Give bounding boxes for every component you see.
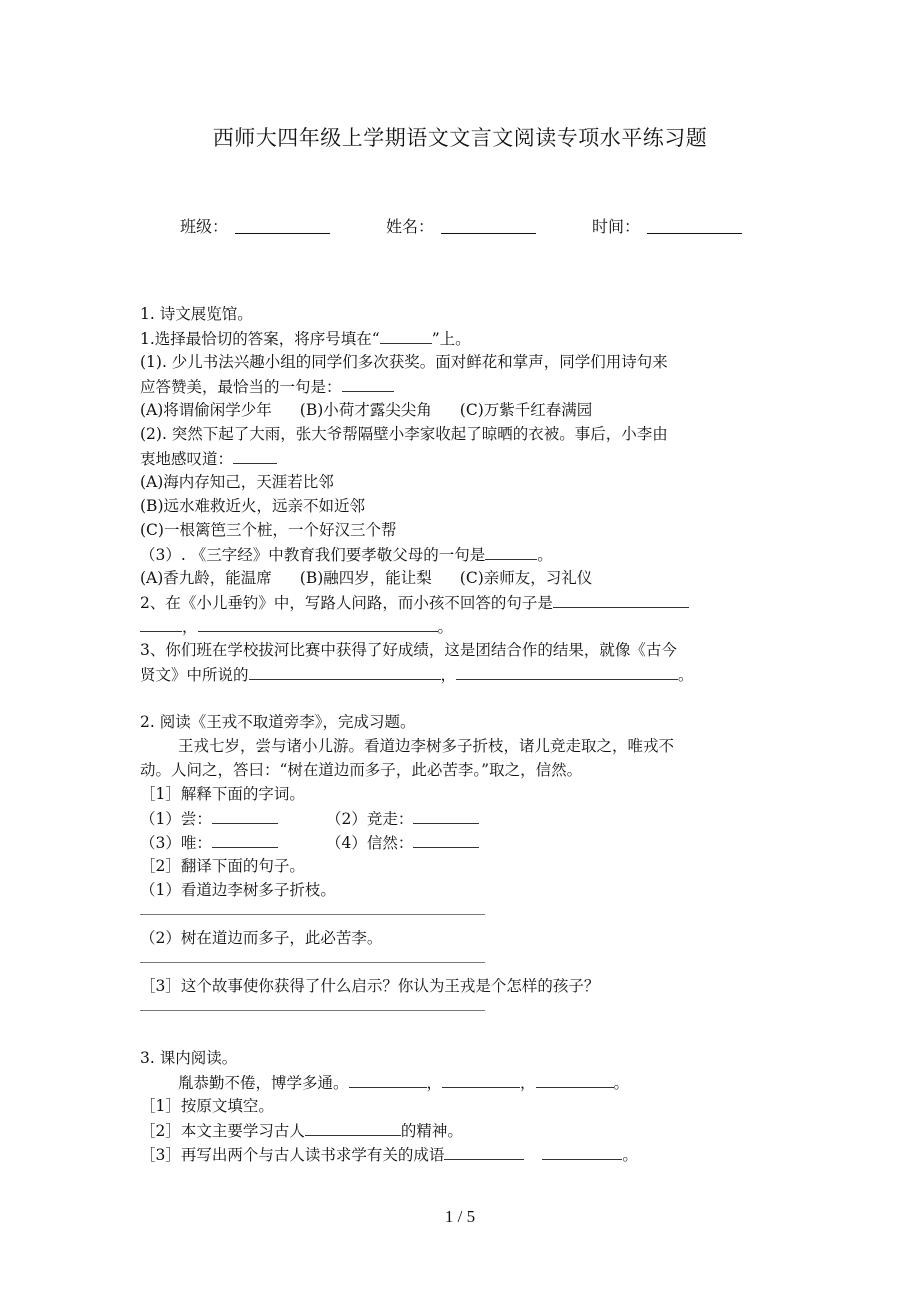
word-3-blank[interactable] bbox=[212, 830, 278, 848]
word-row-2 bbox=[140, 830, 780, 854]
passage-blank-1[interactable] bbox=[349, 1070, 427, 1088]
sub3-end: 。 bbox=[622, 1146, 638, 1164]
worksheet-content bbox=[140, 302, 780, 1166]
option-c: (C)万紫千红春满园 bbox=[459, 401, 593, 419]
translate-2: （2）树在道边而多子，此必苦李。 bbox=[140, 929, 383, 947]
q3-line1: 3、你们班在学校拔河比赛中获得了好成绩，这是团结合作的结果，就像《古今 bbox=[140, 641, 677, 659]
time-field[interactable] bbox=[647, 233, 742, 234]
passage-blank-3[interactable] bbox=[536, 1070, 614, 1088]
time-label: 时间： bbox=[592, 217, 641, 236]
section3-passage bbox=[140, 1070, 780, 1094]
sub-question-3-answer-line[interactable] bbox=[140, 1010, 485, 1011]
q1-3-line bbox=[140, 542, 780, 566]
passage-line1: 王戎七岁，尝与诸小儿游。看道边李树多子折枝，诸儿竞走取之，唯戎不 bbox=[178, 737, 675, 755]
q3-blank-1[interactable] bbox=[249, 662, 441, 680]
word-2-label: （2）竞走： bbox=[326, 810, 414, 828]
class-label: 班级： bbox=[180, 217, 229, 236]
page-number: 1 / 5 bbox=[444, 1207, 476, 1226]
q1-2-option-a: (A)海内存知己，天涯若比邻 bbox=[140, 473, 334, 491]
word-2-blank[interactable] bbox=[413, 806, 479, 824]
q1-2-line2-text: 衷地感叹道： bbox=[140, 450, 234, 468]
option-a: (A)将谓偷闲学少年 bbox=[140, 401, 272, 419]
q1-2-blank[interactable] bbox=[233, 446, 277, 464]
q1-1-blank[interactable] bbox=[342, 374, 394, 392]
sub2-blank[interactable] bbox=[305, 1118, 401, 1136]
q1-3-text: （3）. 《三字经》中教育我们要孝敬父母的一句是 bbox=[140, 546, 486, 564]
q3-end: 。 bbox=[678, 666, 694, 684]
option-c: (C)亲师友，习礼仪 bbox=[459, 569, 593, 587]
q3-text: 贤文》中所说的 bbox=[140, 666, 249, 684]
q1-intro-text: 1.选择最恰切的答案，将序号填在“ bbox=[140, 330, 380, 348]
section3-heading: 3. 课内阅读。 bbox=[140, 1049, 238, 1067]
word-1-label: （1）尝： bbox=[140, 810, 212, 828]
period: 。 bbox=[613, 1074, 630, 1092]
q2-blank-1a[interactable] bbox=[553, 590, 689, 608]
q1-2-line2 bbox=[140, 446, 780, 470]
word-1-blank[interactable] bbox=[212, 806, 278, 824]
option-b: (B)融四岁，能让梨 bbox=[299, 569, 432, 587]
comma: ， bbox=[520, 1074, 536, 1092]
word-4-label: （4）信然： bbox=[326, 834, 414, 852]
sub2-text: ［2］本文主要学习古人 bbox=[140, 1122, 305, 1140]
q2-blank-2[interactable] bbox=[198, 614, 438, 632]
q3-blank-2[interactable] bbox=[456, 662, 678, 680]
sub3-text: ［3］再写出两个与古人读书求学有关的成语 bbox=[140, 1146, 445, 1164]
q3-comma: ， bbox=[440, 666, 457, 684]
sub-question-1: ［1］解释下面的字词。 bbox=[140, 785, 305, 803]
translate-1: （1）看道边李树多子折枝。 bbox=[140, 881, 336, 899]
word-4-blank[interactable] bbox=[413, 830, 479, 848]
sub-question-2: ［2］翻译下面的句子。 bbox=[140, 857, 305, 875]
sub2-text-end: 的精神。 bbox=[400, 1122, 463, 1140]
passage-blank-2[interactable] bbox=[442, 1070, 520, 1088]
q1-3-options bbox=[140, 566, 780, 590]
q1-2-option-c: (C)一根篱笆三个桩，一个好汉三个帮 bbox=[140, 521, 397, 539]
option-a: (A)香九龄，能温席 bbox=[140, 569, 272, 587]
q2-blank-1b[interactable] bbox=[140, 614, 182, 632]
q2-line2 bbox=[140, 614, 780, 638]
passage-line2: 动。人问之，答曰：“树在道边而多子，此必苦李。”取之，信然。 bbox=[140, 761, 583, 779]
q1-2-option-b: (B)远水难救近火，远亲不如近邻 bbox=[140, 497, 365, 515]
passage-text: 胤恭勤不倦，博学多通。 bbox=[178, 1074, 349, 1092]
idiom-blank-2[interactable] bbox=[542, 1142, 622, 1160]
sub-question-3: ［3］这个故事使你获得了什么启示？你认为王戎是个怎样的孩子？ bbox=[140, 977, 600, 995]
comma: ， bbox=[426, 1074, 443, 1092]
translate-2-answer-line[interactable] bbox=[140, 962, 485, 963]
section2-heading: 2. 阅读《王戎不取道旁李》，完成习题。 bbox=[140, 713, 416, 731]
q2-comma: ， bbox=[182, 618, 198, 636]
name-label: 姓名： bbox=[386, 217, 435, 236]
section3-sub2 bbox=[140, 1118, 780, 1142]
word-3-label: （3）唯： bbox=[140, 834, 212, 852]
q1-3-blank[interactable] bbox=[485, 542, 537, 560]
class-field[interactable] bbox=[235, 233, 330, 234]
section3-sub3 bbox=[140, 1142, 780, 1166]
q1-1-line2 bbox=[140, 374, 780, 398]
q1-1-line2-text: 应答赞美，最恰当的一句是： bbox=[140, 378, 342, 396]
q3-line2 bbox=[140, 662, 780, 686]
q1-intro-blank[interactable] bbox=[380, 326, 432, 344]
q1-1-options bbox=[140, 398, 780, 422]
section3-sub1: ［1］按原文填空。 bbox=[140, 1097, 274, 1115]
page-title: 西师大四年级上学期语文文言文阅读专项水平练习题 bbox=[212, 126, 708, 150]
name-field[interactable] bbox=[441, 233, 536, 234]
word-row-1 bbox=[140, 806, 780, 830]
q2-end: 。 bbox=[437, 618, 454, 636]
option-b: (B)小荷才露尖尖角 bbox=[299, 401, 432, 419]
idiom-blank-1[interactable] bbox=[444, 1142, 524, 1160]
q1-2-line1: (2). 突然下起了大雨，张大爷帮隔壁小李家收起了晾晒的衣被。事后，小李由 bbox=[140, 425, 668, 443]
q1-3-end: 。 bbox=[537, 546, 553, 564]
q2-text: 2、在《小儿垂钓》中，写路人问路，而小孩不回答的句子是 bbox=[140, 594, 553, 612]
section1-heading: 1. 诗文展览馆。 bbox=[140, 305, 253, 323]
q1-1-line1: (1). 少儿书法兴趣小组的同学们多次获奖。面对鲜花和掌声，同学们用诗句来 bbox=[140, 353, 668, 371]
q2-line1 bbox=[140, 590, 780, 614]
q1-intro-text-end: ”上。 bbox=[431, 330, 471, 348]
translate-1-answer-line[interactable] bbox=[140, 914, 485, 915]
q1-intro bbox=[140, 326, 780, 350]
